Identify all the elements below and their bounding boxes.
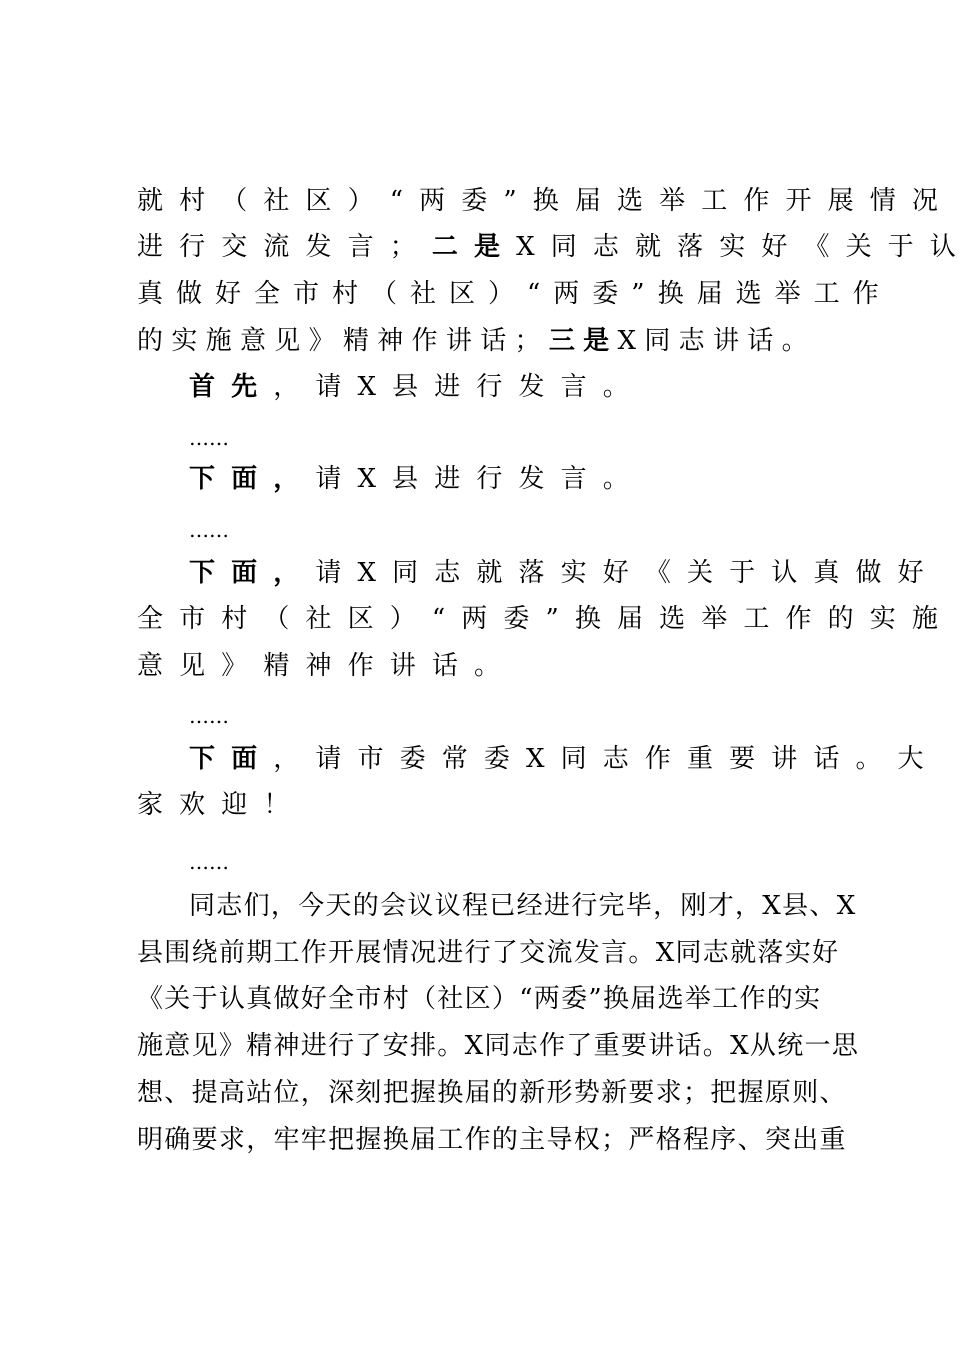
- bold-run: 二是: [431, 232, 517, 262]
- ellipsis-1: ……: [189, 426, 229, 450]
- ellipsis-2: ……: [189, 518, 229, 542]
- text-run: ，请市委常委X同志作重要讲话。大: [273, 744, 940, 774]
- bold-run: 下面: [189, 744, 274, 774]
- paragraph-4-line-1: [189, 550, 940, 596]
- paragraph-6-line-1: 同志们，今天的会议议程已经进行完毕，刚才，X县、X: [189, 891, 857, 921]
- text-run: ，请X县进行发言。: [273, 372, 645, 402]
- text-run: 进行交流发言；: [137, 232, 432, 262]
- paragraph-1-line-4: [137, 318, 822, 364]
- text-run: 请X同志就落实好《关于认真做好: [315, 558, 940, 588]
- bold-run: 下面，: [189, 558, 316, 588]
- paragraph-6-line-2: 县围绕前期工作开展情况进行了交流发言。X同志就落实好: [137, 938, 840, 968]
- text-run: 请X县进行发言。: [315, 464, 645, 494]
- paragraph-5-line-1: [189, 736, 940, 782]
- paragraph-3: [189, 456, 645, 502]
- paragraph-6-line-4: 施意见》精神进行了安排。X同志作了重要讲话。X从统一思: [137, 1031, 860, 1061]
- paragraph-6-line-6: 明确要求，牢牢把握换届工作的主导权；严格程序、突出重: [137, 1125, 847, 1155]
- paragraph-6-line-3: 《关于认真做好全市村（社区）“两委”换届选举工作的实: [137, 984, 822, 1014]
- paragraph-1-line-2: [137, 224, 972, 270]
- ellipsis-3: ……: [189, 704, 229, 728]
- bold-run: 首先: [189, 372, 274, 402]
- bold-run: 三是: [548, 326, 618, 356]
- paragraph-4-line-2: 全市村（社区）“两委”换届选举工作的实施: [137, 604, 954, 634]
- paragraph-5-line-2: 家欢迎！: [137, 790, 306, 820]
- ellipsis-4: ……: [189, 850, 229, 874]
- paragraph-1-line-3: 真做好全市村（社区）“两委”换届选举工作: [137, 279, 892, 309]
- bold-run: 下面，: [189, 464, 316, 494]
- paragraph-6-line-5: 想、提高站位，深刻把握换届的新形势新要求；把握原则、: [137, 1078, 847, 1108]
- paragraph-2: [189, 364, 645, 410]
- text-run: X同志讲话。: [617, 326, 816, 356]
- paragraph-1-line-1: 就村（社区）“两委”换届选举工作开展情况: [137, 186, 954, 216]
- text-run: X同志就落实好《关于认: [516, 232, 972, 262]
- paragraph-4-line-3: 意见》精神作讲话。: [137, 651, 517, 681]
- text-run: 的实施意见》精神作讲话；: [137, 326, 549, 356]
